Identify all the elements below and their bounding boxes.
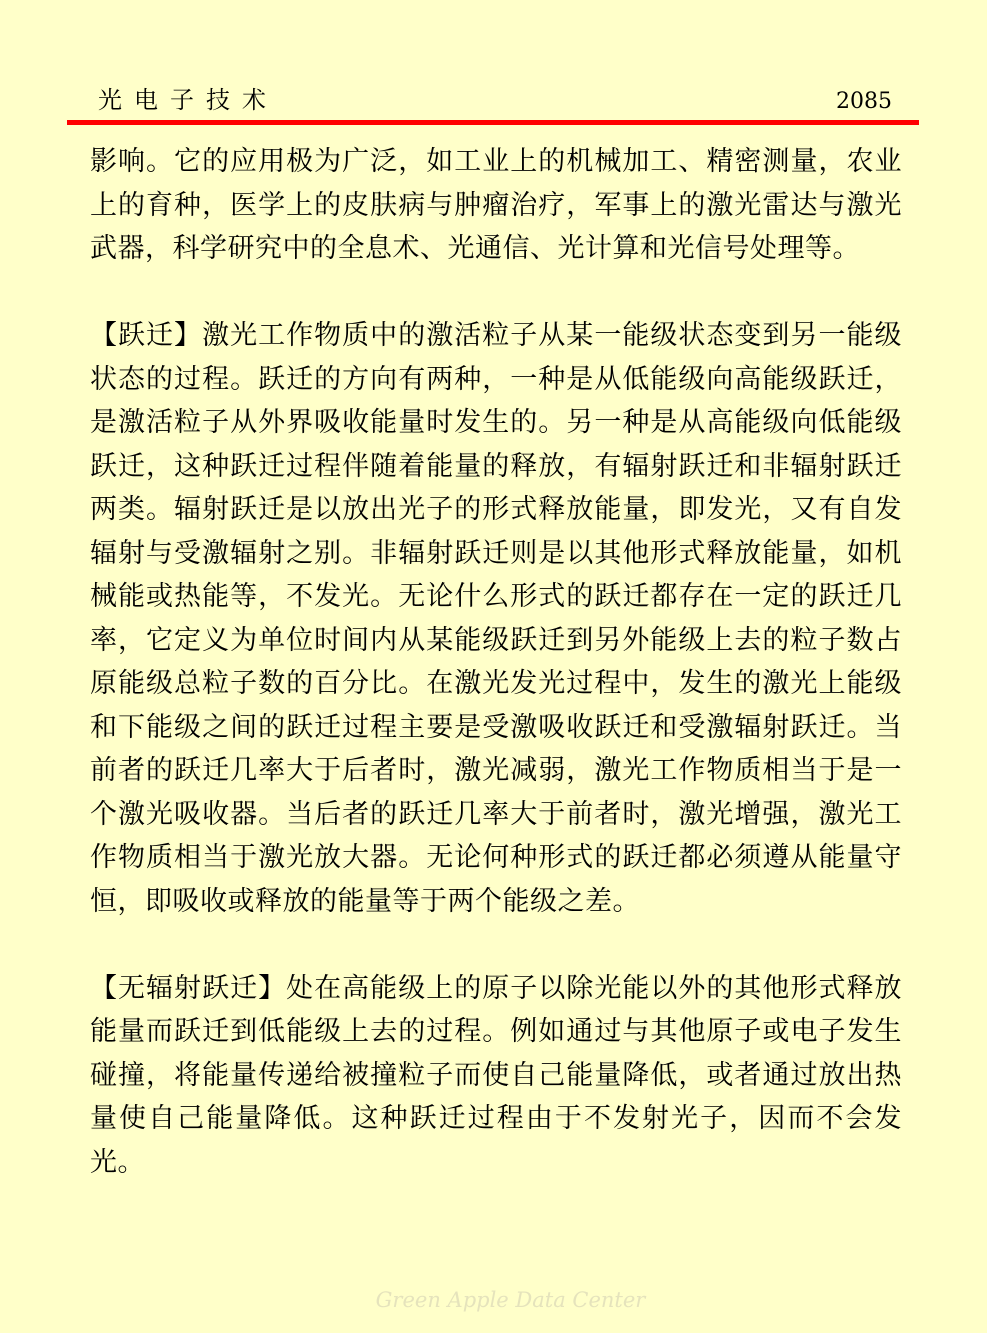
watermark: Green Apple Data Center [375,1288,646,1312]
running-header-title: 光电子技术 [98,86,278,114]
paragraph-continued: 影响。它的应用极为广泛，如工业上的机械加工、精密测量，农业上的育种，医学上的皮肤病与肿瘤治疗，军事上的激光雷达与激光武器，科学研究中的全息术、光通信、光计算和光信号处理等。 [90,146,902,264]
body-text [90,140,902,1184]
paragraph-transition-entry: 【跃迁】激光工作物质中的激活粒子从某一能级状态变到另一能级状态的过程。跃迁的方向有两种，一种是从低能级向高能级跃迁，是激活粒子从外界吸收能量时发生的。另一种是从高能级向低能级跃迁，这种跃迁过程伴随着能量的释放，有辐射跃迁和非辐射跃迁两类。辐射跃迁是以放出光子的形式释放能量，即发光，又有自发辐射与受激辐射之别。非辐射跃迁则是以其他形式释放能量，如机械能或热能等，不发光。无论什么形式的跃迁都存在一定的跃迁几率，它定义为单位时间内从某能级跃迁到另外能级上去的粒子数占原能级总粒子数的百分比。在激光发光过程中，发生的激光上能级和下能级之间的跃迁过程主要是受激吸收跃迁和受激辐射跃迁。当前者的跃迁几率大于后者时，激光减弱，激光工作物质相当于是一个激光吸收器。当后者的跃迁几率大于前者时，激光增强，激光工作物质相当于激光放大器。无论何种形式的跃迁都必须遵从能量守恒，即吸收或释放的能量等于两个能级之差。 [90,320,902,917]
paragraph-nonradiative-transition-entry: 【无辐射跃迁】处在高能级上的原子以除光能以外的其他形式释放能量而跃迁到低能级上去的过程。例如通过与其他原子或电子发生碰撞，将能量传递给被撞粒子而使自己能量降低，或者通过放出热量使自己能量降低。这种跃迁过程由于不发射光子，因而不会发光。 [90,972,902,1178]
page-number: 2085 [836,89,892,114]
header-divider [67,120,919,125]
